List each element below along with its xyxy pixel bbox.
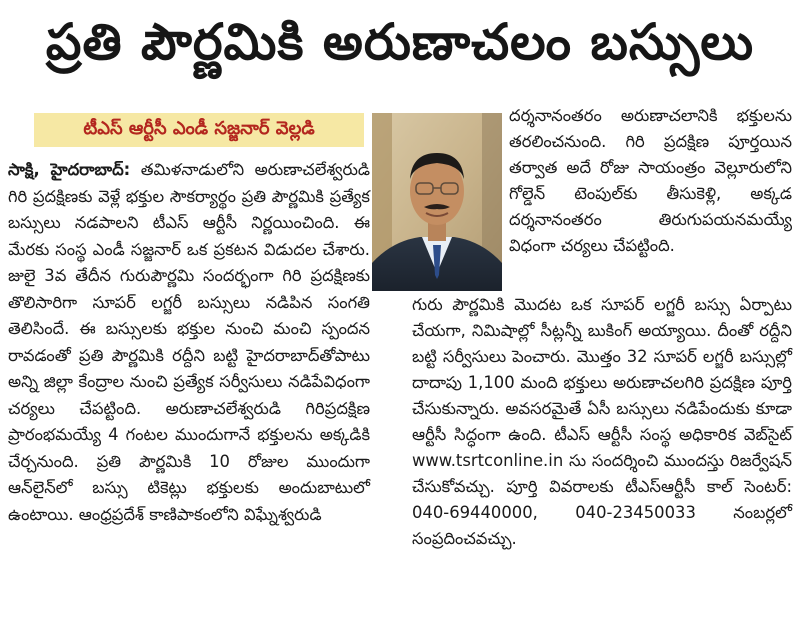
right-bottom-text: గురు పౌర్ణమికి మొదట ఒక సూపర్ లగ్జరీ బస్సు ఏర్పాటు చేయగా, నిమిషాల్లో సీట్లన్నీ బుకింగ్ అయ్యాయి. దీంతో రద్దీని బట్టి సర్వీసులు పెంచారు. మొత్తం 32 సూపర్ లగ్జరీ బస్సుల్లో దాదాపు 1,100 మంది భక్తులు అరుణాచలగిరి ప్రదక్షిణ పూర్తి చేసుకున్నారు. అవసరమైతే ఏసీ బస్సులు నడిపేందుకు కూడా ఆర్టీసీ సిద్ధంగా ఉంది. టీఎస్ ఆర్టీసీ సంస్థ అధికారిక వెబ్‌సైట్ www.tsrtconline.in సు సందర్శించి ముందస్తు రిజర్వేషన్ చేసుకోవచ్చు. పూర్తి వివరాలకు టీఎస్‌ఆర్టీసీ కాల్ సెంటర్: 040-69440000, 040-23450033 నంబర్లలో సంప్రదించవచ్చు. [412,295,792,548]
portrait-photo [372,113,502,291]
portrait-illustration [372,113,502,291]
article-right-bottom-column [412,292,792,552]
article-right-top-column [509,103,792,259]
right-top-text: దర్శనానంతరం అరుణాచలానికి భక్తులను తరలించనుంది. గిరి ప్రదక్షిణ పూర్తయిన తర్వాత అదే రోజు సాయంత్రం వెల్లూరులోని గోల్డెన్ టెంపుల్‌కు తీసుకెళ్లి, అక్కడ దర్శనానంతరం తిరుగుపయనమయ్యే విధంగా చర్యలు చేపట్టింది. [509,106,792,255]
dateline: సాక్షి, హైదరాబాద్: [8,160,131,179]
headline: ప్రతి పౌర్ణమికి అరుణాచలం బస్సులు [45,12,755,71]
article-left-column [8,157,370,528]
subhead-banner: టీఎస్ ఆర్టీసీ ఎండీ సజ్జనార్ వెల్లడి [34,113,364,147]
left-column-text: తమిళనాడులోని అరుణాచలేశ్వరుడి గిరి ప్రదక్షిణకు వెళ్లే భక్తుల సౌకర్యార్థం ప్రతి పౌర్ణమికి ప్రత్యేక బస్సులు నడపాలని టీఎస్ ఆర్టీసీ నిర్ణయించింది. ఈ మేరకు సంస్థ ఎండీ సజ్జనార్ ఒక ప్రకటన విడుదల చేశారు. జులై 3వ తేదీన గురుపౌర్ణమి సందర్భంగా గిరి ప్రదక్షిణకు తొలిసారిగా సూపర్ లగ్జరీ బస్సులు నడిపిన సంగతి తెలిసిందే. ఈ బస్సులకు భక్తుల నుంచి మంచి స్పందన రావడంతో ప్రతి పౌర్ణమికి రద్దీని బట్టి హైదరాబాద్‌తోపాటు అన్ని జిల్లా కేంద్రాల నుంచి ప్రత్యేక సర్వీసులు నడిపేవిధంగా చర్యలు చేపట్టింది. అరుణాచలేశ్వరుడి గిరిప్రదక్షిణ ప్రారంభమయ్యే 4 గంటల ముందుగానే భక్తులను అక్కడికి చేర్చనుంది. ప్రతి పౌర్ణమికి 10 రోజుల ముందుగా ఆన్‌లైన్‌లో బస్సు టికెట్లు భక్తులకు అందుబాటులో ఉంటాయి. ఆంధ్రప్రదేశ్ కాణిపాకంలోని విఘ్నేశ్వరుడి [8,160,371,524]
